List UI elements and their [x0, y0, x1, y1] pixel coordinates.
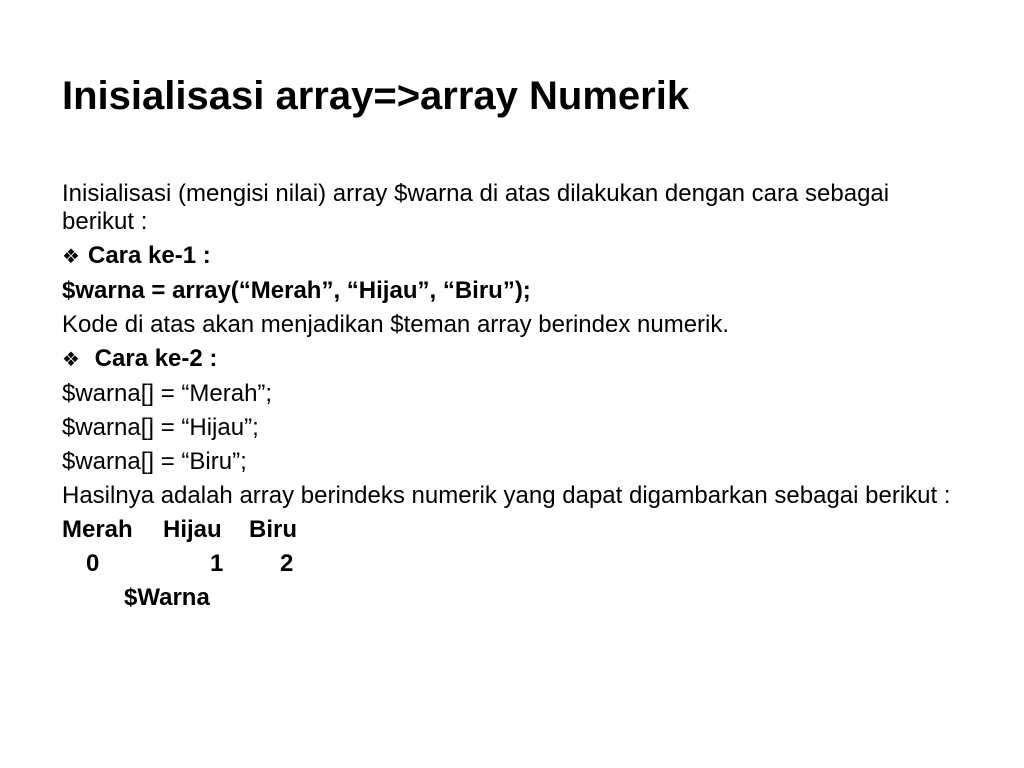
method2-heading [62, 345, 962, 374]
array-index: 1 [210, 550, 224, 577]
method2-label: Cara ke-2 : [88, 345, 218, 372]
slide-body [62, 180, 962, 612]
method1-heading [62, 242, 962, 271]
method2-result-text: Hasilnya adalah array berindeks numerik yang dapat digambarkan sebagai berikut : [62, 482, 951, 509]
method2-code-line: $warna[] = “Biru”; [62, 448, 247, 475]
array-value: Merah [62, 516, 133, 543]
method1-code: $warna = array(“Merah”, “Hijau”, “Biru”); [62, 277, 531, 304]
array-indices-row [62, 550, 962, 578]
array-index: 0 [86, 550, 100, 577]
array-name-caption: $Warna [124, 584, 210, 611]
method2-code-line: $warna[] = “Hijau”; [62, 414, 259, 441]
diamond-bullet-icon: ❖ [62, 246, 80, 268]
method1-label: Cara ke-1 : [88, 242, 211, 269]
diamond-bullet-icon: ❖ [62, 349, 80, 371]
array-value: Biru [249, 516, 297, 543]
array-index: 2 [280, 550, 294, 577]
method1-note: Kode di atas akan menjadikan $teman array berindex numerik. [62, 311, 730, 338]
intro-text: Inisialisasi (mengisi nilai) array $warna di atas dilakukan dengan cara sebagai berikut : [62, 180, 890, 235]
slide-title: Inisialisasi array=>array Numerik [62, 74, 690, 118]
array-values-row [62, 516, 962, 544]
array-value: Hijau [163, 516, 222, 543]
method2-code-line: $warna[] = “Merah”; [62, 380, 273, 407]
